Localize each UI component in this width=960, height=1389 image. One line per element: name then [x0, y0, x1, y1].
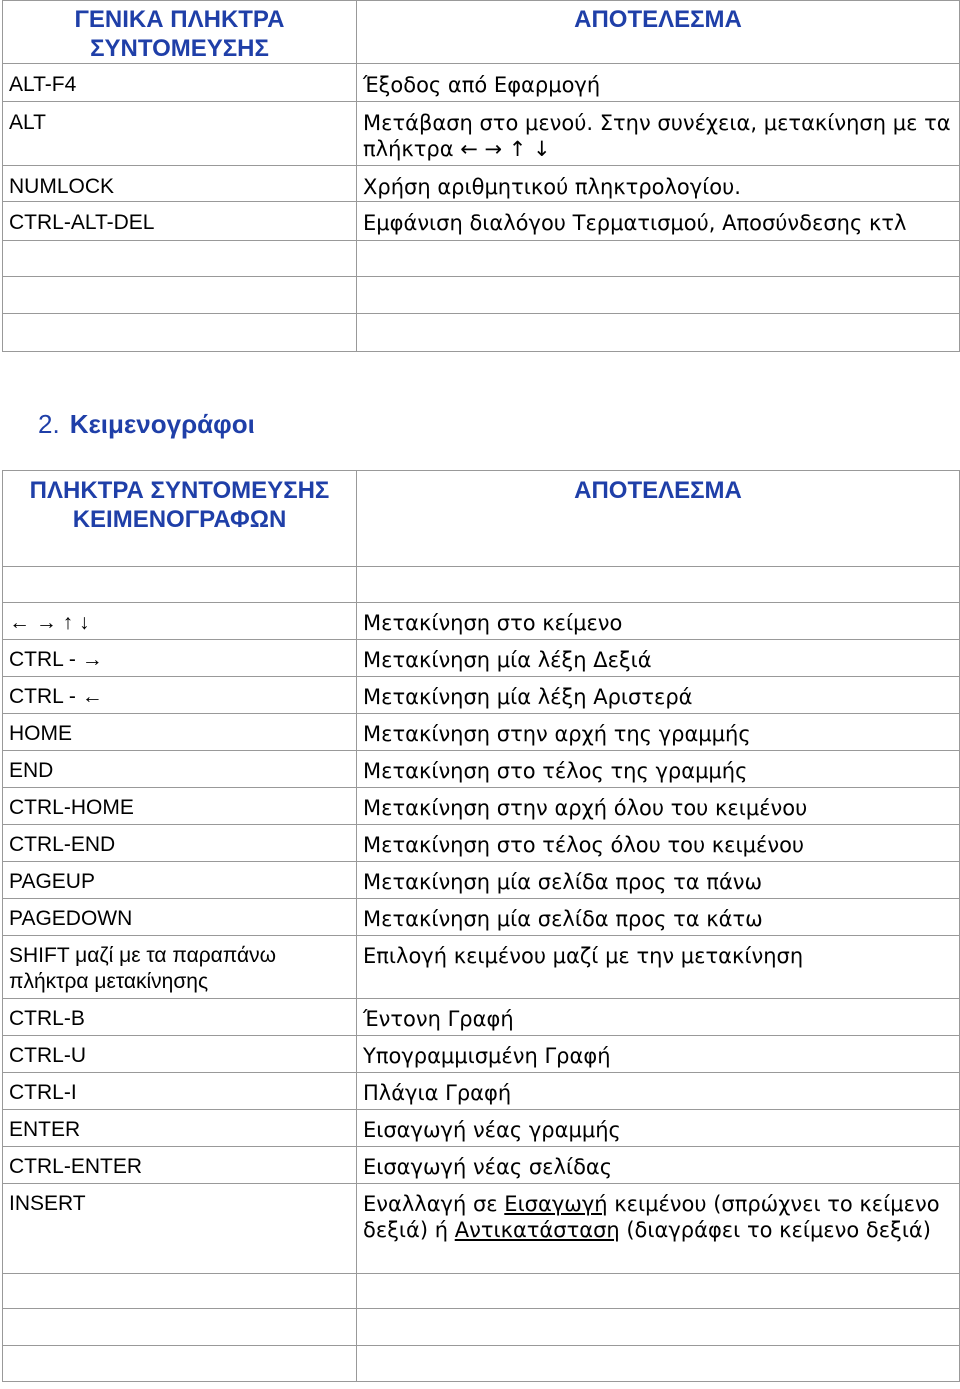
shortcut-key [3, 1346, 357, 1382]
table-row [3, 1036, 960, 1073]
table-row [3, 567, 960, 603]
table-row [3, 862, 960, 899]
shortcut-result: Μετακίνηση στο τέλος της γραμμής [357, 751, 960, 788]
shortcut-result: Εμφάνιση διαλόγου Τερματισμού, Αποσύνδεσης κτλ [357, 202, 960, 241]
header-keys: ΠΛΗΚΤΡΑ ΣΥΝΤΟΜΕΥΣΗΣ ΚΕΙΜΕΝΟΓΡΑΦΩΝ [3, 471, 357, 567]
shortcut-result: Μετακίνηση μία λέξη Δεξιά [357, 640, 960, 677]
shortcut-key [3, 277, 357, 314]
shortcut-key [3, 567, 357, 603]
shortcut-key: CTRL-I [3, 1073, 357, 1110]
header-result: ΑΠΟΤΕΛΕΣΜΑ [357, 471, 960, 567]
shortcut-key: SHIFT μαζί με τα παραπάνω πλήκτρα μετακίνησης [3, 936, 357, 999]
table-row [3, 1110, 960, 1147]
shortcut-key: CTRL - → [3, 640, 357, 677]
shortcut-key: CTRL-ALT-DEL [3, 202, 357, 241]
shortcut-result: Έντονη Γραφή [357, 999, 960, 1036]
shortcut-key: ALT [3, 102, 357, 166]
shortcut-key: ENTER [3, 1110, 357, 1147]
table-row [3, 277, 960, 314]
table-row [3, 1184, 960, 1274]
table-row [3, 788, 960, 825]
table-header-row [3, 1, 960, 64]
table-row [3, 166, 960, 202]
shortcut-result: Μετακίνηση μία σελίδα προς τα κάτω [357, 899, 960, 936]
table-row [3, 899, 960, 936]
shortcut-key: PAGEDOWN [3, 899, 357, 936]
shortcut-result: Μετακίνηση στην αρχή όλου του κειμένου [357, 788, 960, 825]
shortcut-key: CTRL-HOME [3, 788, 357, 825]
table-row [3, 714, 960, 751]
shortcut-result: Μετάβαση στο μενού. Στην συνέχεια, μετακίνηση με τα πλήκτρα ← → ↑ ↓ [357, 102, 960, 166]
shortcut-result [357, 1184, 960, 1274]
description-text: Εναλλαγή σε [363, 1192, 505, 1216]
table-row [3, 825, 960, 862]
table-row [3, 1073, 960, 1110]
shortcut-result: Εισαγωγή νέας σελίδας [357, 1147, 960, 1184]
shortcut-key: END [3, 751, 357, 788]
shortcut-key: PAGEUP [3, 862, 357, 899]
shortcut-key: CTRL-ENTER [3, 1147, 357, 1184]
header-result: ΑΠΟΤΕΛΕΣΜΑ [357, 1, 960, 64]
section-heading [38, 408, 255, 440]
shortcut-result [357, 1309, 960, 1346]
shortcut-result [357, 277, 960, 314]
table-row [3, 1274, 960, 1309]
description-text: (διαγράφει το κείμενο δεξιά) [619, 1218, 931, 1242]
word-processor-shortcuts-table [2, 470, 960, 1382]
table-row [3, 999, 960, 1036]
shortcut-result: Πλάγια Γραφή [357, 1073, 960, 1110]
table-row [3, 603, 960, 640]
shortcut-result: Έξοδος από Εφαρμογή [357, 64, 960, 102]
table-row [3, 640, 960, 677]
table-row [3, 1147, 960, 1184]
table-row [3, 751, 960, 788]
shortcut-result: Μετακίνηση μία λέξη Αριστερά [357, 677, 960, 714]
shortcut-key: ← → ↑ ↓ [3, 603, 357, 640]
table-row [3, 314, 960, 352]
shortcut-result [357, 1274, 960, 1309]
shortcut-key [3, 314, 357, 352]
shortcut-result: Χρήση αριθμητικού πληκτρολογίου. [357, 166, 960, 202]
table-row [3, 241, 960, 277]
shortcut-result [357, 567, 960, 603]
shortcut-key: ALT-F4 [3, 64, 357, 102]
shortcut-result: Μετακίνηση στο τέλος όλου του κειμένου [357, 825, 960, 862]
table-row [3, 1346, 960, 1382]
section-title: Κειμενογράφοι [69, 409, 255, 439]
section-number: 2. [38, 409, 60, 439]
shortcut-key: HOME [3, 714, 357, 751]
table-row [3, 1309, 960, 1346]
shortcut-result: Εισαγωγή νέας γραμμής [357, 1110, 960, 1147]
shortcut-key: CTRL - ← [3, 677, 357, 714]
overwrite-mode-term: Αντικατάσταση [454, 1218, 620, 1242]
description-text: κειμένου (σπρώχνει το κείμενο δεξιά) ή [363, 1192, 940, 1242]
shortcut-result [357, 241, 960, 277]
insert-mode-term: Εισαγωγή [504, 1192, 608, 1216]
shortcut-result: Μετακίνηση στο κείμενο [357, 603, 960, 640]
shortcut-key: CTRL-U [3, 1036, 357, 1073]
table-row [3, 64, 960, 102]
shortcut-key: INSERT [3, 1184, 357, 1274]
shortcut-key [3, 1274, 357, 1309]
table-row [3, 102, 960, 166]
table-row [3, 677, 960, 714]
table-row [3, 202, 960, 241]
shortcut-key [3, 1309, 357, 1346]
header-keys: ΓΕΝΙΚΑ ΠΛΗΚΤΡΑ ΣΥΝΤΟΜΕΥΣΗΣ [3, 1, 357, 64]
shortcut-result [357, 1346, 960, 1382]
shortcut-result: Επιλογή κειμένου μαζί με την μετακίνηση [357, 936, 960, 999]
shortcut-result: Μετακίνηση μία σελίδα προς τα πάνω [357, 862, 960, 899]
shortcut-result [357, 314, 960, 352]
table-header-row [3, 471, 960, 567]
shortcut-key: NUMLOCK [3, 166, 357, 202]
shortcut-key: CTRL-B [3, 999, 357, 1036]
general-shortcuts-table [2, 0, 960, 352]
shortcut-key: CTRL-END [3, 825, 357, 862]
table-row [3, 936, 960, 999]
shortcut-result: Μετακίνηση στην αρχή της γραμμής [357, 714, 960, 751]
shortcut-key [3, 241, 357, 277]
shortcut-result: Υπογραμμισμένη Γραφή [357, 1036, 960, 1073]
